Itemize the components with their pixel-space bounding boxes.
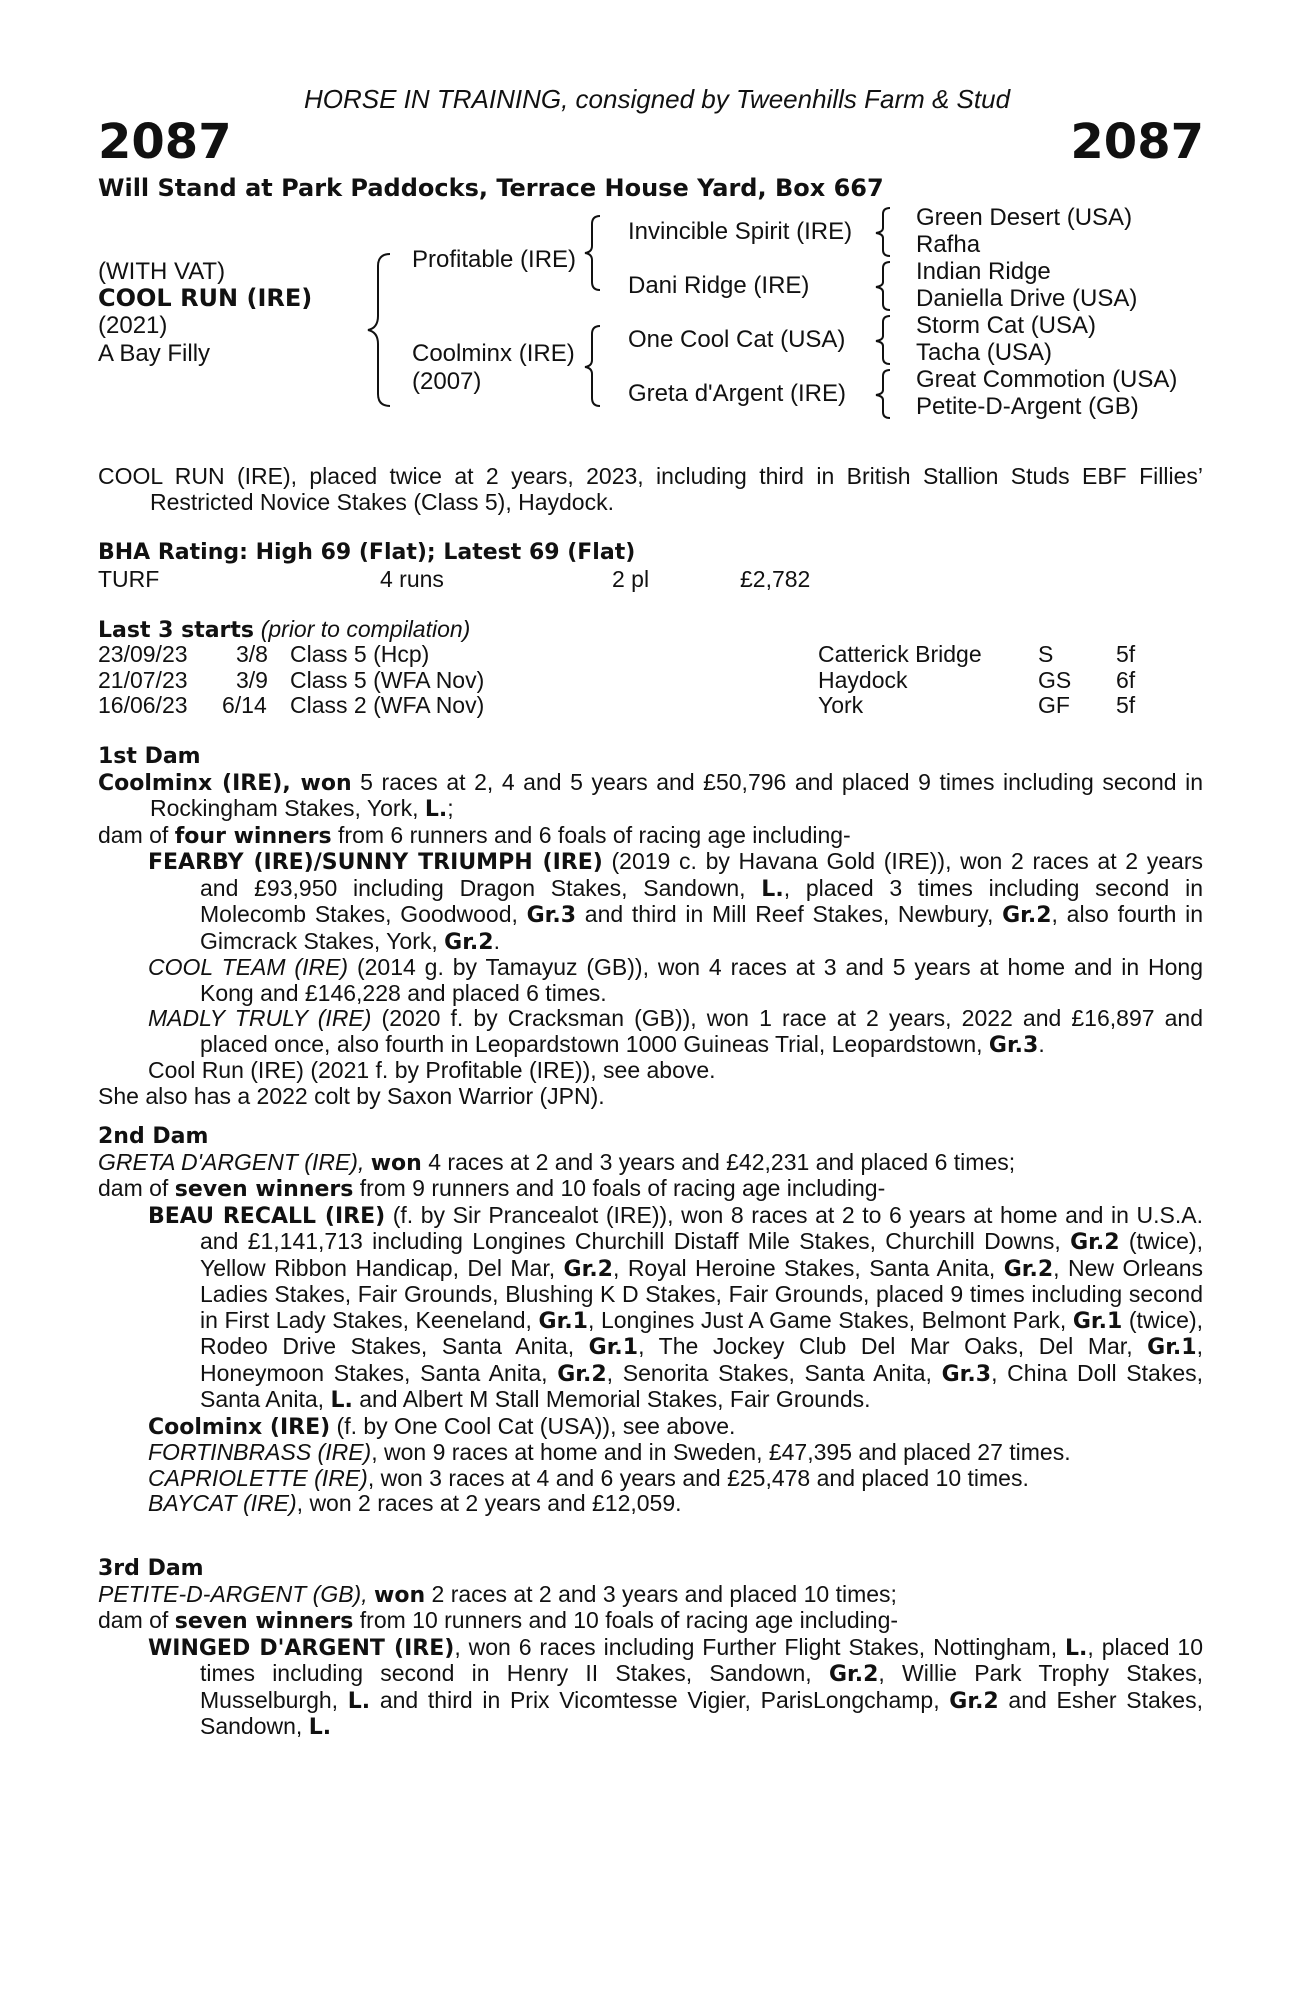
start-course: Catterick Bridge xyxy=(818,641,982,667)
race-summary xyxy=(98,464,1203,515)
produce-item: FORTINBRASS (IRE), won 9 races at home and in Sweden, £47,395 and placed 27 times. xyxy=(148,1439,1071,1465)
pedigree-sire-dam: Dani Ridge (IRE) xyxy=(628,272,810,299)
second-dam-title: 2nd Dam xyxy=(98,1124,209,1149)
last-starts-heading xyxy=(98,616,470,644)
pedigree-dam-dam: Greta d'Argent (IRE) xyxy=(628,380,846,407)
horse-description: A Bay Filly xyxy=(98,340,211,367)
start-row xyxy=(98,693,1138,719)
start-distance: 5f xyxy=(1116,692,1136,718)
first-dam-won: , xyxy=(282,770,301,796)
produce-item: MADLY TRULY (IRE) (2020 f. by Cracksman (GB)), won 1 race at 2 years, 2022 and £16,897 and placed once, also fourth in Leopardstown 1000 Guineas Trial, Leopardstown, Gr.3. xyxy=(148,1005,1203,1058)
first-dam-produce: dam of four winners from 6 runners and 6 foals of racing age including- xyxy=(98,821,851,849)
first-dam-name: Coolminx (IRE) xyxy=(98,770,283,796)
pedigree-ddd: Petite-D-Argent (GB) xyxy=(916,393,1139,420)
second-dam-section xyxy=(98,1124,1203,1517)
start-course: Haydock xyxy=(818,666,908,693)
produce-item: COOL TEAM (IRE) (2014 g. by Tamayuz (GB)), won 4 races at 3 and 5 years at home and in Hong Kong and £146,228 and placed 6 times. xyxy=(148,954,1203,1006)
horse-name: COOL RUN (IRE) xyxy=(98,284,313,312)
produce-item: Coolminx (IRE) (f. by One Cool Cat (USA)), see above. xyxy=(148,1412,736,1440)
second-dam-record: GRETA D'ARGENT (IRE), won 4 races at 2 and 3 years and £42,231 and placed 6 times; xyxy=(98,1148,1016,1176)
start-date: 16/06/23 xyxy=(98,692,188,718)
rating-runs: 4 runs xyxy=(380,566,444,592)
pedigree-sdd: Daniella Drive (USA) xyxy=(916,285,1138,312)
horse-year: (2021) xyxy=(98,312,168,339)
rating-placed: 2 pl xyxy=(612,566,650,592)
lot-number-left: 2087 xyxy=(98,114,232,170)
first-dam-record: Coolminx (IRE), won 5 races at 2, 4 and 5 years and £50,796 and placed 9 times including second in Rockingham Stakes, York, L.; xyxy=(98,768,1203,822)
start-row xyxy=(98,668,1138,694)
produce-item: BAYCAT (IRE), won 2 races at 2 years and £12,059. xyxy=(148,1490,682,1516)
pedigree-brace-main xyxy=(360,250,400,410)
pedigree-brace-ds xyxy=(868,312,898,368)
start-date: 21/07/23 xyxy=(98,666,188,693)
pedigree-dam: Coolminx (IRE) xyxy=(412,340,575,367)
pedigree-brace-sd xyxy=(868,258,898,314)
pedigree-dsd: Tacha (USA) xyxy=(916,339,1053,366)
second-dam-produce: dam of seven winners from 9 runners and 10 foals of racing age including- xyxy=(98,1175,886,1202)
third-dam-title: 3rd Dam xyxy=(98,1556,204,1581)
start-row xyxy=(98,642,1138,668)
last-starts-title: Last 3 starts xyxy=(98,618,255,643)
produce-item: Cool Run (IRE) (2021 f. by Profitable (IRE)), see above. xyxy=(148,1057,716,1083)
last-starts-note: (prior to compilation) xyxy=(260,616,471,642)
start-race: Class 5 (WFA Nov) xyxy=(290,666,485,693)
pedigree-brace-ss xyxy=(868,204,898,260)
pedigree-dam-sire: One Cool Cat (USA) xyxy=(628,326,846,353)
start-distance: 5f xyxy=(1116,641,1136,667)
summary-text: COOL RUN (IRE), placed twice at 2 years, 2023, including third in British Stallion Studs EBF Fillies’ Restricted Novice Stakes (Class 5), Haydock. xyxy=(98,463,1203,515)
produce-item: FEARBY (IRE)/SUNNY TRIUMPH (IRE) (2019 c. by Havana Gold (IRE)), won 2 races at 2 years and £93,950 including Dragon Stakes, Sandown, L., placed 3 times including second in Molecomb Stakes, Goodwood, Gr.3 and third in Mill Reef Stakes, Newbury, Gr.2, also fourth in Gimcrack Stakes, York, Gr.2. xyxy=(148,848,1204,955)
last-starts-table xyxy=(98,642,1138,719)
pedigree-sds: Indian Ridge xyxy=(916,258,1051,285)
bha-rating: BHA Rating: High 69 (Flat); Latest 69 (Flat) xyxy=(98,540,636,565)
first-dam-extra: She also has a 2022 colt by Saxon Warrior (JPN). xyxy=(98,1082,605,1109)
start-course: York xyxy=(818,692,864,718)
pedigree-sss: Green Desert (USA) xyxy=(916,204,1133,231)
produce-item: WINGED D'ARGENT (IRE), won 6 races including Further Flight Stakes, Nottingham, L., placed 10 times including second in Henry II Stakes, Sandown, Gr.2, Willie Park Trophy Stakes, Musselburgh, L. and third in Prix Vicomtesse Vigier, ParisLongchamp, Gr.2 and Esher Stakes, Sandown, L. xyxy=(148,1633,1204,1740)
stand-location: Will Stand at Park Paddocks, Terrace House Yard, Box 667 xyxy=(98,174,884,202)
pedigree-sire: Profitable (IRE) xyxy=(412,246,577,273)
start-date: 23/09/23 xyxy=(98,641,188,667)
start-position: 3/9 xyxy=(236,666,268,693)
third-dam-record: PETITE-D-ARGENT (GB), won 2 races at 2 and 3 years and placed 10 times; xyxy=(98,1580,897,1608)
pedigree-brace-sire xyxy=(578,212,608,292)
start-distance: 6f xyxy=(1116,666,1136,693)
third-dam-produce: dam of seven winners from 10 runners and 10 foals of racing age including- xyxy=(98,1607,899,1634)
third-dam-section xyxy=(98,1556,1203,1741)
rating-earnings: £2,782 xyxy=(740,566,811,592)
produce-item: CAPRIOLETTE (IRE), won 3 races at 4 and 6 years and £25,478 and placed 10 times. xyxy=(148,1464,1029,1491)
vat-note: (WITH VAT) xyxy=(98,258,226,285)
pedigree-ssd: Rafha xyxy=(916,231,981,258)
rating-surface: TURF xyxy=(98,566,160,592)
produce-item: BEAU RECALL (IRE) (f. by Sir Prancealot (IRE)), won 8 races at 2 to 6 years at home and in U.S.A. and £1,141,713 including Longines Churchill Distaff Mile Stakes, Churchill Downs, Gr.2 (twice), Yellow Ribbon Handicap, Del Mar, Gr.2, Royal Heroine Stakes, Santa Anita, Gr.2, New Orleans Ladies Stakes, Fair Grounds, Blushing K D Stakes, Fair Grounds, placed 9 times including second in First Lady Stakes, Keeneland, Gr.1, Longines Just A Game Stakes, Belmont Park, Gr.1 (twice), Rodeo Drive Stakes, Santa Anita, Gr.1, The Jockey Club Del Mar Oaks, Del Mar, Gr.1, Honeymoon Stakes, Santa Anita, Gr.2, Senorita Stakes, Santa Anita, Gr.3, China Doll Stakes, Santa Anita, L. and Albert M Stall Memorial Stakes, Fair Grounds. xyxy=(148,1201,1203,1413)
start-going: S xyxy=(1038,641,1054,667)
lot-number-right: 2087 xyxy=(1070,114,1204,170)
pedigree-brace-dd xyxy=(868,366,898,422)
first-dam-section xyxy=(98,744,1203,1109)
pedigree-dam-year: (2007) xyxy=(412,368,482,395)
start-race: Class 2 (WFA Nov) xyxy=(290,692,485,718)
pedigree-sire-sire: Invincible Spirit (IRE) xyxy=(628,218,853,245)
consignment-header: HORSE IN TRAINING, consigned by Tweenhills Farm & Stud xyxy=(303,84,1011,114)
start-race: Class 5 (Hcp) xyxy=(290,641,430,667)
start-going: GS xyxy=(1038,666,1072,693)
pedigree-brace-dam xyxy=(578,322,608,410)
first-dam-title: 1st Dam xyxy=(98,744,201,769)
pedigree-dds: Great Commotion (USA) xyxy=(916,366,1178,393)
start-position: 6/14 xyxy=(222,692,267,718)
start-position: 3/8 xyxy=(236,641,268,667)
start-going: GF xyxy=(1038,692,1070,718)
pedigree-dss: Storm Cat (USA) xyxy=(916,312,1097,339)
